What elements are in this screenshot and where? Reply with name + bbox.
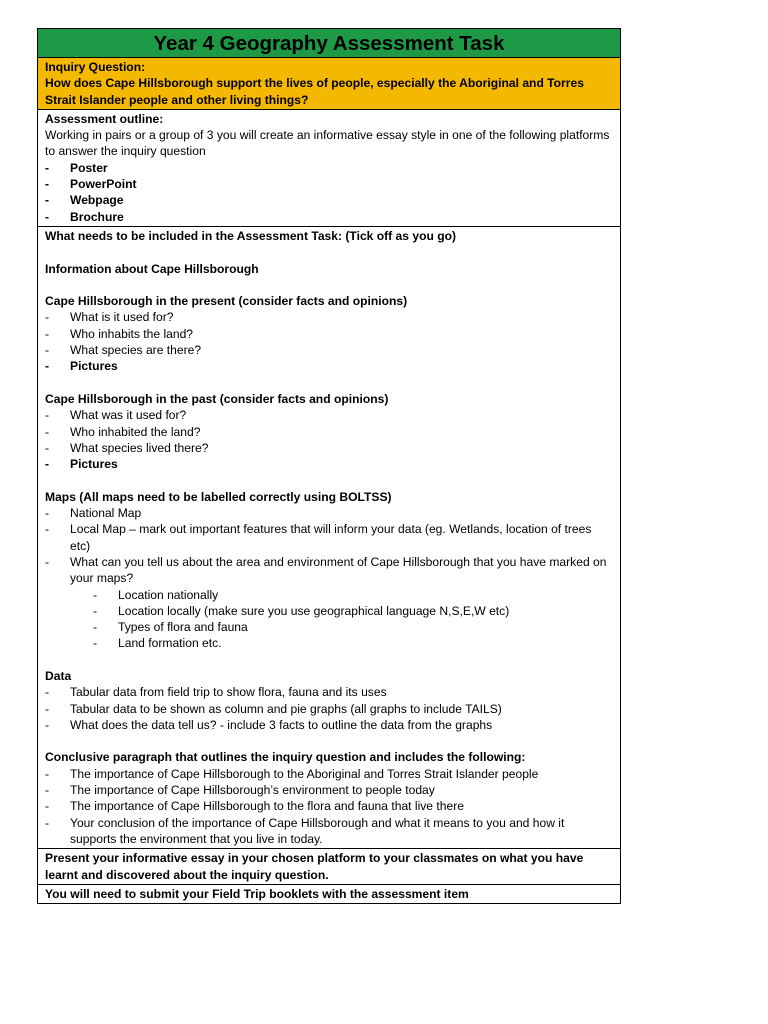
past-item: - What species lived there? xyxy=(45,440,209,455)
maps-subitem: - Location locally (make sure you use geographical language N,S,E,W etc) xyxy=(93,603,510,618)
presentation-section: Present your informative essay in your chosen platform to your classmates on what you have learnt and discovered about the inquiry question. xyxy=(38,849,620,885)
outline-heading: Assessment outline: xyxy=(45,111,164,126)
past-item: - Who inhabited the land? xyxy=(45,424,201,439)
platform-item: - Poster xyxy=(45,160,108,175)
conclusion-heading: Conclusive paragraph that outlines the inquiry question and includes the following: xyxy=(45,750,526,765)
outline-intro: Working in pairs or a group of 3 you will create an informative essay style in one of the following platforms to answer the inquiry question xyxy=(45,128,610,159)
past-heading: Cape Hillsborough in the past (consider facts and opinions) xyxy=(45,391,389,406)
present-item: - Pictures xyxy=(45,359,118,374)
requirements-heading: What needs to be included in the Assessment Task: (Tick off as you go) xyxy=(45,228,457,243)
inquiry-label: Inquiry Question: xyxy=(45,60,146,74)
maps-subitem: - Types of flora and fauna xyxy=(93,620,248,635)
conclusion-item: - The importance of Cape Hillsborough to the flora and fauna that live there xyxy=(45,799,464,814)
platform-item: - Brochure xyxy=(45,209,124,224)
maps-subitem: - Location nationally xyxy=(93,587,219,602)
present-heading: Cape Hillsborough in the present (consider facts and opinions) xyxy=(45,294,408,309)
submission-section: You will need to submit your Field Trip booklets with the assessment item xyxy=(45,886,469,901)
present-item: - Who inhabits the land? xyxy=(45,326,194,341)
maps-item: - Local Map – mark out important features that will inform your data (eg. Wetlands, location of trees etc) xyxy=(45,522,592,553)
page-title: Year 4 Geography Assessment Task xyxy=(38,29,620,58)
past-item: - Pictures xyxy=(45,457,118,472)
platform-item: - Webpage xyxy=(45,193,124,208)
data-item: - What does the data tell us? - include 3 facts to outline the data from the graphs xyxy=(45,717,493,732)
platform-item: - PowerPoint xyxy=(45,177,137,192)
maps-item: - National Map xyxy=(45,506,142,521)
conclusion-item: - The importance of Cape Hillsborough to the Aboriginal and Torres Strait Islander people xyxy=(45,766,539,781)
conclusion-item: - The importance of Cape Hillsborough’s environment to people today xyxy=(45,783,435,798)
data-item: - Tabular data from field trip to show flora, fauna and its uses xyxy=(45,685,387,700)
maps-subitem: - Land formation etc. xyxy=(93,636,222,651)
info-heading: Information about Cape Hillsborough xyxy=(45,261,259,276)
assessment-table xyxy=(37,28,621,904)
data-item: - Tabular data to be shown as column and pie graphs (all graphs to include TAILS) xyxy=(45,701,502,716)
past-item: - What was it used for? xyxy=(45,408,187,423)
maps-item: - What can you tell us about the area and environment of Cape Hillsborough that you have marked on your maps? xyxy=(45,554,607,586)
requirements-section xyxy=(38,227,620,849)
maps-heading: Maps (All maps need to be labelled correctly using BOLTSS) xyxy=(45,489,392,504)
present-item: - What species are there? xyxy=(45,343,202,358)
inquiry-text: How does Cape Hillsborough support the lives of people, especially the Aboriginal and Torres Strait Islander people and other living things? xyxy=(45,76,584,107)
data-heading: Data xyxy=(45,668,72,683)
inquiry-question-section xyxy=(38,58,620,110)
present-item: - What is it used for? xyxy=(45,310,174,325)
conclusion-item: - Your conclusion of the importance of Cape Hillsborough and what it means to you and how it supports the environment that you live in today. xyxy=(45,815,565,846)
assessment-outline-section xyxy=(38,110,620,227)
